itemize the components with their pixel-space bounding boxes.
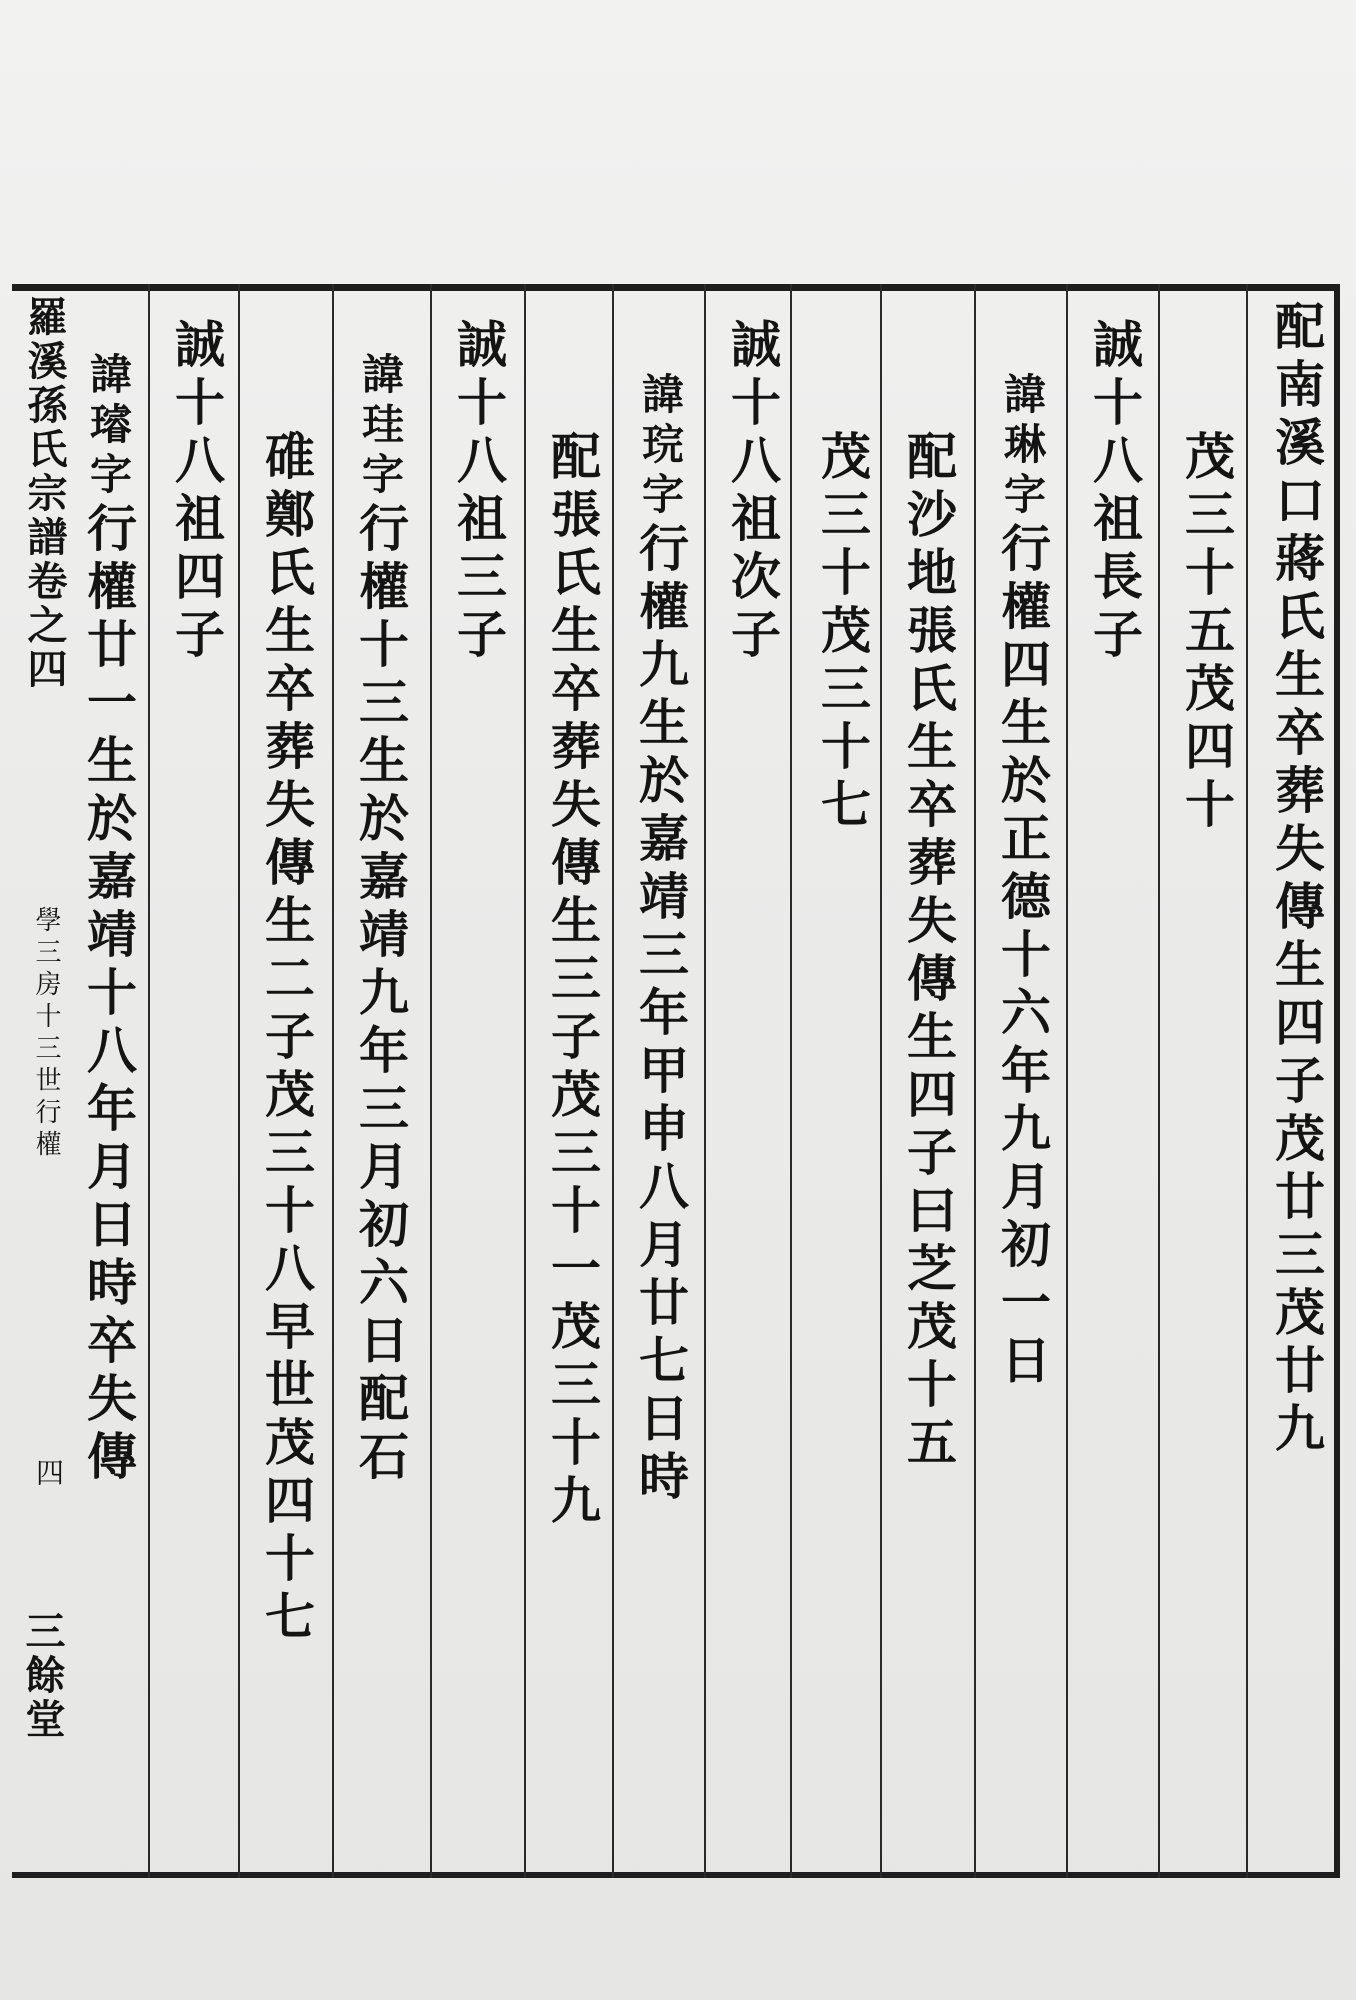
column-segment: 配南溪口蔣氏 [1267, 300, 1326, 648]
column-segment: 誠十八祖長子 [1085, 318, 1144, 666]
column-segment: 茂三十 [813, 430, 872, 604]
text-column-heading-eldest [1078, 318, 1150, 666]
column-divider [430, 284, 432, 1878]
column-segment: 諱琓 [636, 372, 685, 472]
text-column-heading-third [442, 318, 514, 666]
column-segment: 行權九 [631, 522, 690, 696]
column-segment: 生二子 [257, 894, 316, 1068]
text-column-sons [806, 430, 878, 836]
text-column-heading-fourth [160, 318, 232, 666]
text-column-wan [624, 372, 696, 1508]
column-segment: 茂三十一 [543, 1068, 602, 1300]
column-divider [880, 284, 882, 1878]
column-segment: 字 [356, 452, 405, 502]
column-segment: 行權四 [993, 522, 1052, 696]
column-segment: 茂三十九 [543, 1300, 602, 1532]
column-segment: 生四子 [899, 1010, 958, 1184]
volume-label: 卷之四 [21, 560, 68, 692]
column-divider [238, 284, 240, 1878]
text-column-heading-second [716, 318, 788, 666]
column-segment: 生三子 [543, 894, 602, 1068]
column-segment: 茂四十七 [257, 1416, 316, 1648]
column-segment: 誠十八祖三子 [449, 318, 508, 666]
column-segment: 誠十八祖次子 [723, 318, 782, 666]
text-column-xuan [72, 352, 144, 1488]
column-divider [332, 284, 334, 1878]
column-divider [1246, 284, 1248, 1878]
column-segment: 配張氏生卒葬失傳 [543, 430, 602, 894]
column-segment: 配沙地張氏生卒葬失傳 [899, 430, 958, 1010]
text-column-spouse-zhang [536, 430, 608, 1532]
column-segment: 行權十三 [351, 502, 410, 734]
column-segment: 生卒葬失傳 [1267, 648, 1326, 938]
column-segment: 茂三十七 [813, 604, 872, 836]
column-divider [790, 284, 792, 1878]
column-segment: 茂三十五 [1177, 430, 1236, 662]
column-segment: 生於正德十六年九月初一日 [993, 696, 1052, 1392]
page-number: 四 [32, 1458, 65, 1486]
column-segment: 茂三十八早世 [257, 1068, 316, 1416]
column-divider [1158, 284, 1160, 1878]
column-segment: 碓鄭氏生卒葬失傳 [257, 430, 316, 894]
text-column-gui [344, 352, 416, 1488]
margin-book-title [16, 296, 73, 692]
column-segment: 生於嘉靖三年甲申八月廿七日 [631, 696, 690, 1450]
column-divider [524, 284, 526, 1878]
column-segment: 生於嘉靖九年三月初六日 [351, 734, 410, 1372]
column-segment: 字 [636, 472, 685, 522]
text-column-lin [986, 372, 1058, 1392]
column-segment: 諱珪 [356, 352, 405, 452]
column-segment: 曰芝 [899, 1184, 958, 1300]
column-divider [704, 284, 706, 1878]
column-segment: 配石 [351, 1372, 410, 1488]
hall-name: 三餘堂 [19, 1610, 66, 1742]
text-column-sons [1170, 430, 1242, 836]
column-divider [612, 284, 614, 1878]
column-segment: 誠十八祖四子 [167, 318, 226, 666]
column-segment: 諱琳 [998, 372, 1047, 472]
text-column-spouse-jiang [1260, 300, 1332, 1460]
book-title: 羅溪孫氏宗譜 [21, 296, 68, 560]
column-divider [1066, 284, 1068, 1878]
column-segment: 行權廿一 [79, 502, 138, 734]
column-segment: 茂四十 [1177, 662, 1236, 836]
text-column-spouse-zheng [250, 430, 322, 1648]
column-segment: 生四子 [1267, 938, 1326, 1112]
margin-section: 學三房十三世行權 [31, 906, 61, 1162]
column-segment: 字 [998, 472, 1047, 522]
column-segment: 諱璿 [84, 352, 133, 452]
column-segment: 字 [84, 452, 133, 502]
column-segment: 茂廿三 [1267, 1112, 1326, 1286]
column-segment: 生於嘉靖十八年月日時卒失傳 [79, 734, 138, 1488]
text-column-spouse-zhang [892, 430, 964, 1474]
column-segment: 時 [631, 1450, 690, 1508]
column-divider [974, 284, 976, 1878]
column-divider [148, 284, 150, 1878]
column-segment: 茂十五 [899, 1300, 958, 1474]
column-segment: 茂廿九 [1267, 1286, 1326, 1460]
